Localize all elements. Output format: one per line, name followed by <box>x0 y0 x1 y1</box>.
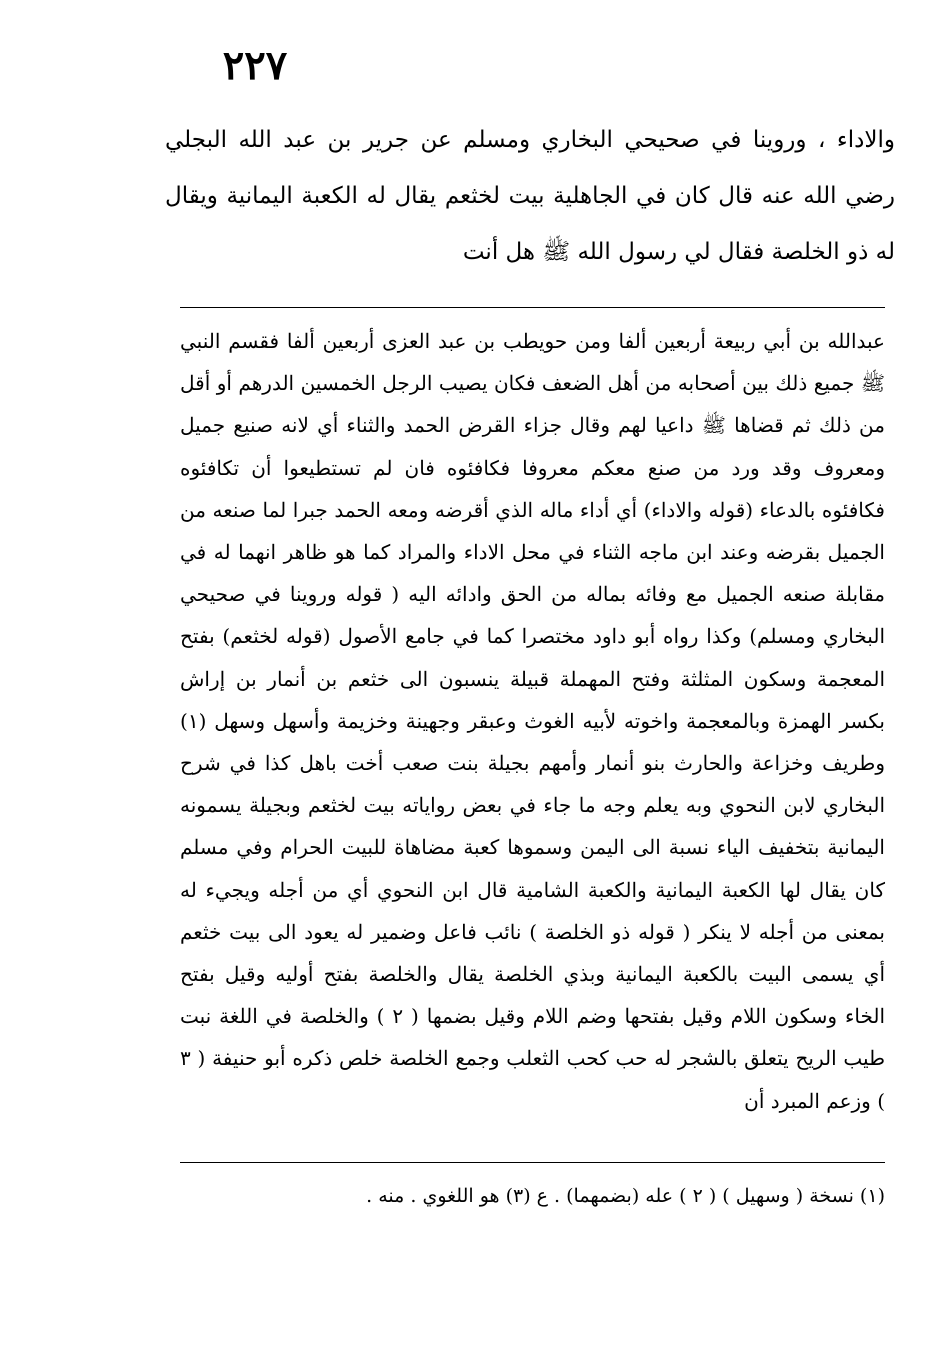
main-commentary-divider <box>180 307 885 308</box>
page-number: ٢٢٧ <box>222 42 288 89</box>
main-text-paragraph: والاداء ، وروينا في صحيحي البخاري ومسلم عن جرير بن عبد الله البجلي رضي الله عنه قال كان في الجاهلية بيت لخثعم يقال له الكعبة اليمانية ويقال له ذو الخلصة فقال لي رسول الله ﷺ هل أنت <box>165 127 895 265</box>
commentary-block <box>180 320 885 1122</box>
footnote-block <box>230 1178 885 1214</box>
main-text-block <box>165 112 895 280</box>
footnote-text: (١) نسخة ( وسهيل ) ( ٢ ) عله (بضمهما) . ع (٣) هو اللغوي . منه . <box>366 1185 885 1207</box>
commentary-paragraph: عبدالله بن أبي ربيعة أربعين ألفا ومن حويطب بن عبد العزى أربعين ألفا فقسم النبي ﷺ جميع ذلك بين أصحابه من أهل الضعف فكان يصيب الرجل الخمسين الدرهم أو أقل من ذلك ثم قضاها ﷺ داعيا لهم وقال جزاء القرض الحمد والثناء أي لانه صنيع جميل ومعروف وقد ورد من صنع معكم معروفا فكافئوه فان لم تستطيعوا أن تكافئوه فكافئوه بالدعاء (قوله والاداء) أي أداء ماله الذي أقرضه ومعه الحمد جبرا لما صنعه من الجميل بقرضه وعند ابن ماجه الثناء في محل الاداء والمراد كما هو ظاهر انهما له في مقابلة صنعه الجميل مع وفائه بماله من الحق وادائه اليه ( قوله وروينا في صحيحي البخاري ومسلم) وكذا رواه أبو داود مختصرا كما في جامع الأصول (قوله لخثعم) بفتح المعجمة وسكون المثلثة وفتح المهملة قبيلة ينسبون الى خثعم بن أنمار بن إراش بكسر الهمزة وبالمعجمة واخوته لأبيه الغوث وعبقر وجهينة وخزيمة وأسهل وسهل (١) وطريف وخزاعة والحارث بنو أنمار وأمهم بجيلة بنت صعب أخت باهل كذا في شرح البخاري لابن النحوي وبه يعلم وجه ما جاء في بعض رواياته بيت لخثعم وبجيلة يسمونه اليمانية بتخفيف الياء نسبة الى اليمن وسموها كعبة مضاهاة للبيت الحرام وفي مسلم كان يقال لها الكعبة اليمانية والكعبة الشامية قال ابن النحوي أي من أجله ويجيء له بمعنى من أجله لا ينكر ( قوله ذو الخلصة ) نائب فاعل وضمير له يعود الى بيت خثعم أي يسمى البيت بالكعبة اليمانية وبذي الخلصة يقال والخلصة بفتح أوليه وقيل بفتح الخاء وسكون اللام وقيل بفتحها وضم اللام وقيل بضمها ( ٢ ) والخلصة في اللغة نبت طيب الريح يتعلق بالشجر له حب كحب الثعلب وجمع الخلصة خلص ذكره أبو حنيفة ( ٣ ) وزعم المبرد أن <box>180 329 886 1113</box>
footnote-divider <box>180 1162 885 1163</box>
